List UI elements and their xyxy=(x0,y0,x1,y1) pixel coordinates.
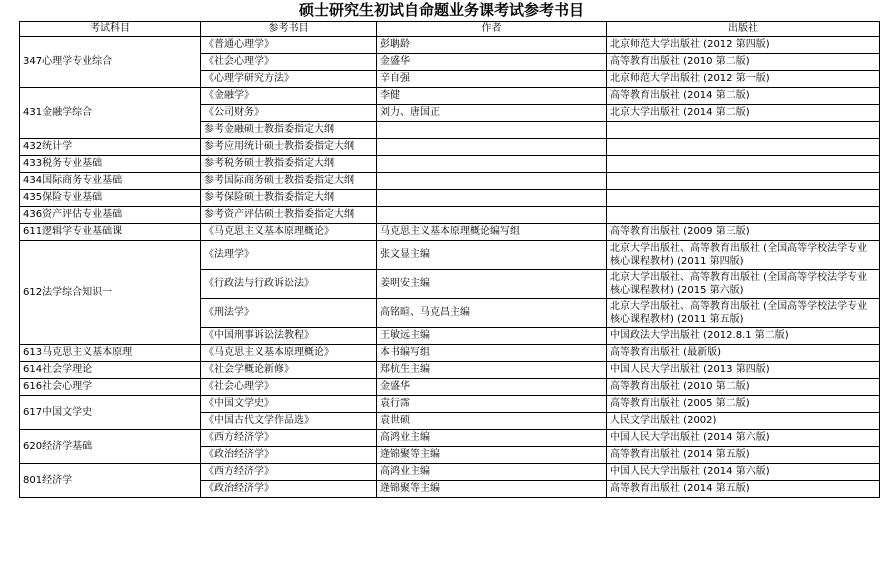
table-row xyxy=(20,207,880,224)
book-cell: 《中国文学史》 xyxy=(201,396,377,413)
subject-cell: 436资产评估专业基础 xyxy=(20,207,201,224)
author-cell xyxy=(377,139,607,156)
author-cell: 袁世硕 xyxy=(377,413,607,430)
publisher-cell: 北京师范大学出版社 (2012 第一版) xyxy=(607,71,880,88)
author-cell: 袁行霈 xyxy=(377,396,607,413)
book-cell: 参考资产评估硕士教指委指定大纲 xyxy=(201,207,377,224)
publisher-cell: 中国政法大学出版社 (2012.8.1 第二版) xyxy=(607,328,880,345)
author-cell xyxy=(377,190,607,207)
book-cell: 《中国古代文学作品选》 xyxy=(201,413,377,430)
table-row xyxy=(20,464,880,481)
author-cell: 彭聃龄 xyxy=(377,37,607,54)
publisher-cell xyxy=(607,173,880,190)
book-cell: 参考金融硕士教指委指定大纲 xyxy=(201,122,377,139)
book-cell: 《西方经济学》 xyxy=(201,430,377,447)
subject-cell: 432统计学 xyxy=(20,139,201,156)
author-cell: 高铭暄、马克昌主编 xyxy=(377,299,607,328)
author-cell: 马克思主义基本原理概论编写组 xyxy=(377,224,607,241)
table-row xyxy=(20,345,880,362)
author-cell: 金盛华 xyxy=(377,379,607,396)
publisher-cell: 高等教育出版社 (2014 第五版) xyxy=(607,447,880,464)
book-cell: 《刑法学》 xyxy=(201,299,377,328)
table-row xyxy=(20,37,880,54)
publisher-cell: 北京大学出版社、高等教育出版社 (全国高等学校法学专业核心课程教材) (2015 第六版) xyxy=(607,270,880,299)
reference-books-table xyxy=(19,21,880,498)
publisher-cell: 高等教育出版社 (2005 第二版) xyxy=(607,396,880,413)
book-cell: 《行政法与行政诉讼法》 xyxy=(201,270,377,299)
publisher-cell: 高等教育出版社 (2009 第三版) xyxy=(607,224,880,241)
publisher-cell: 高等教育出版社 (2014 第二版) xyxy=(607,88,880,105)
book-cell: 参考应用统计硕士教指委指定大纲 xyxy=(201,139,377,156)
publisher-cell: 中国人民大学出版社 (2014 第六版) xyxy=(607,430,880,447)
author-cell: 辛自强 xyxy=(377,71,607,88)
table-row xyxy=(20,379,880,396)
book-cell: 《法理学》 xyxy=(201,241,377,270)
publisher-cell: 高等教育出版社 (2010 第二版) xyxy=(607,54,880,71)
book-cell: 参考保险硕士教指委指定大纲 xyxy=(201,190,377,207)
subject-cell: 613马克思主义基本原理 xyxy=(20,345,201,362)
book-cell: 参考国际商务硕士教指委指定大纲 xyxy=(201,173,377,190)
subject-cell: 617中国文学史 xyxy=(20,396,201,430)
subject-cell: 612法学综合知识一 xyxy=(20,241,201,345)
table-row xyxy=(20,88,880,105)
author-cell: 金盛华 xyxy=(377,54,607,71)
book-cell: 《政治经济学》 xyxy=(201,481,377,498)
book-cell: 《中国刑事诉讼法教程》 xyxy=(201,328,377,345)
author-cell: 逄锦聚等主编 xyxy=(377,481,607,498)
table-row xyxy=(20,156,880,173)
book-cell: 《西方经济学》 xyxy=(201,464,377,481)
author-cell: 本书编写组 xyxy=(377,345,607,362)
book-cell: 《政治经济学》 xyxy=(201,447,377,464)
table-body xyxy=(20,37,880,498)
book-cell: 《社会学概论新修》 xyxy=(201,362,377,379)
book-cell: 参考税务硕士教指委指定大纲 xyxy=(201,156,377,173)
subject-cell: 801经济学 xyxy=(20,464,201,498)
header-book: 参考书目 xyxy=(201,22,377,37)
author-cell xyxy=(377,122,607,139)
publisher-cell xyxy=(607,207,880,224)
book-cell: 《马克思主义基本原理概论》 xyxy=(201,224,377,241)
subject-cell: 434国际商务专业基础 xyxy=(20,173,201,190)
book-cell: 《普通心理学》 xyxy=(201,37,377,54)
author-cell: 张文显主编 xyxy=(377,241,607,270)
subject-cell: 611逻辑学专业基础课 xyxy=(20,224,201,241)
author-cell: 姜明安主编 xyxy=(377,270,607,299)
header-author: 作者 xyxy=(377,22,607,37)
subject-cell: 433税务专业基础 xyxy=(20,156,201,173)
author-cell: 逄锦聚等主编 xyxy=(377,447,607,464)
table-row xyxy=(20,396,880,413)
book-cell: 《心理学研究方法》 xyxy=(201,71,377,88)
page-title: 硕士研究生初试自命题业务课考试参考书目 xyxy=(298,1,584,19)
publisher-cell: 中国人民大学出版社 (2014 第六版) xyxy=(607,464,880,481)
header-publisher: 出版社 xyxy=(607,22,880,37)
subject-cell: 435保险专业基础 xyxy=(20,190,201,207)
publisher-cell: 北京师范大学出版社 (2012 第四版) xyxy=(607,37,880,54)
subject-cell: 616社会心理学 xyxy=(20,379,201,396)
author-cell xyxy=(377,173,607,190)
publisher-cell: 高等教育出版社 (2014 第五版) xyxy=(607,481,880,498)
author-cell: 李健 xyxy=(377,88,607,105)
table-row xyxy=(20,241,880,270)
subject-cell: 431金融学综合 xyxy=(20,88,201,139)
book-cell: 《社会心理学》 xyxy=(201,379,377,396)
book-cell: 《公司财务》 xyxy=(201,105,377,122)
publisher-cell xyxy=(607,122,880,139)
publisher-cell xyxy=(607,139,880,156)
publisher-cell: 北京大学出版社、高等教育出版社 (全国高等学校法学专业核心课程教材) (2011 第五版) xyxy=(607,299,880,328)
subject-cell: 347心理学专业综合 xyxy=(20,37,201,88)
publisher-cell: 人民文学出版社 (2002) xyxy=(607,413,880,430)
author-cell: 郑杭生主编 xyxy=(377,362,607,379)
table-header-row xyxy=(20,22,880,37)
table-row xyxy=(20,139,880,156)
publisher-cell: 高等教育出版社 (2010 第二版) xyxy=(607,379,880,396)
table-row xyxy=(20,173,880,190)
table-row xyxy=(20,362,880,379)
author-cell: 刘力、唐国正 xyxy=(377,105,607,122)
book-cell: 《金融学》 xyxy=(201,88,377,105)
table-row xyxy=(20,190,880,207)
table-row xyxy=(20,224,880,241)
author-cell: 王敏远主编 xyxy=(377,328,607,345)
book-cell: 《社会心理学》 xyxy=(201,54,377,71)
subject-cell: 614社会学理论 xyxy=(20,362,201,379)
author-cell: 高鸿业主编 xyxy=(377,464,607,481)
header-subject: 考试科目 xyxy=(20,22,201,37)
publisher-cell xyxy=(607,190,880,207)
author-cell xyxy=(377,207,607,224)
subject-cell: 620经济学基础 xyxy=(20,430,201,464)
table-row xyxy=(20,430,880,447)
publisher-cell: 高等教育出版社 (最新版) xyxy=(607,345,880,362)
book-cell: 《马克思主义基本原理概论》 xyxy=(201,345,377,362)
publisher-cell: 北京大学出版社、高等教育出版社 (全国高等学校法学专业核心课程教材) (2011 第四版) xyxy=(607,241,880,270)
publisher-cell xyxy=(607,156,880,173)
author-cell: 高鸿业主编 xyxy=(377,430,607,447)
publisher-cell: 北京大学出版社 (2014 第二版) xyxy=(607,105,880,122)
publisher-cell: 中国人民大学出版社 (2013 第四版) xyxy=(607,362,880,379)
author-cell xyxy=(377,156,607,173)
